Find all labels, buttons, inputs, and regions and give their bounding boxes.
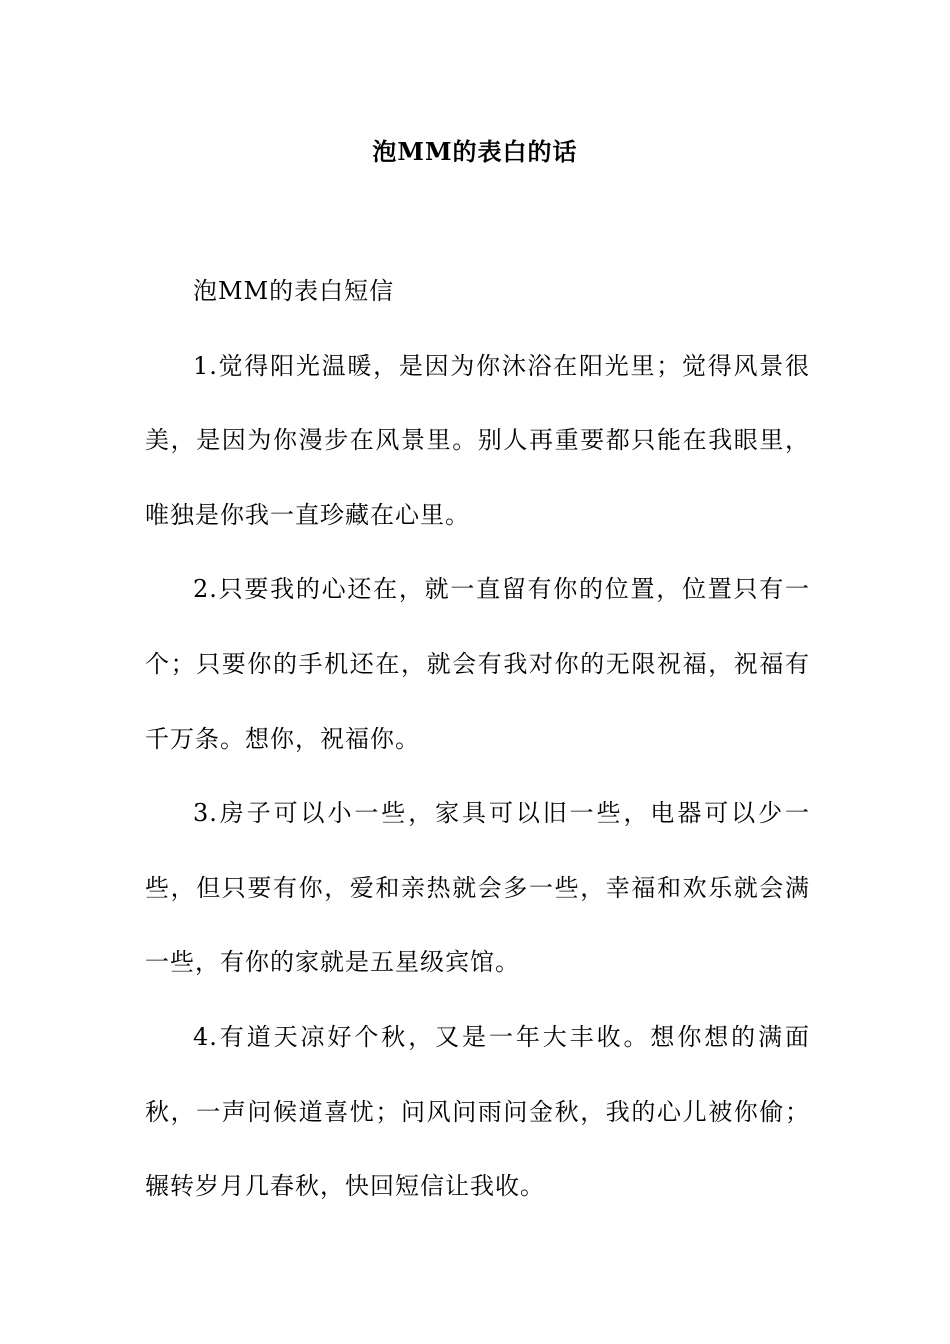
document-title: 泡MM的表白的话: [372, 137, 578, 166]
paragraph-3: 3.房子可以小一些，家具可以旧一些，电器可以少一些，但只要有你，爱和亲热就会多一些，幸福和欢乐就会满一些，有你的家就是五星级宾馆。: [145, 799, 810, 977]
paragraph-4: 4.有道天凉好个秋，又是一年大丰收。想你想的满面秋，一声问候道喜忧；问风问雨问金秋，我的心儿被你偷；辗转岁月几春秋，快回短信让我收。: [145, 1022, 810, 1201]
paragraph-1: 1.觉得阳光温暖，是因为你沐浴在阳光里；觉得风景很美，是因为你漫步在风景里。别人再重要都只能在我眼里，唯独是你我一直珍藏在心里。: [145, 351, 810, 529]
paragraph-2: 2.只要我的心还在，就一直留有你的位置，位置只有一个；只要你的手机还在，就会有我对你的无限祝福，祝福有千万条。想你，祝福你。: [145, 575, 810, 753]
document-subtitle: 泡MM的表白短信: [193, 277, 395, 305]
document-body: [145, 254, 810, 1224]
